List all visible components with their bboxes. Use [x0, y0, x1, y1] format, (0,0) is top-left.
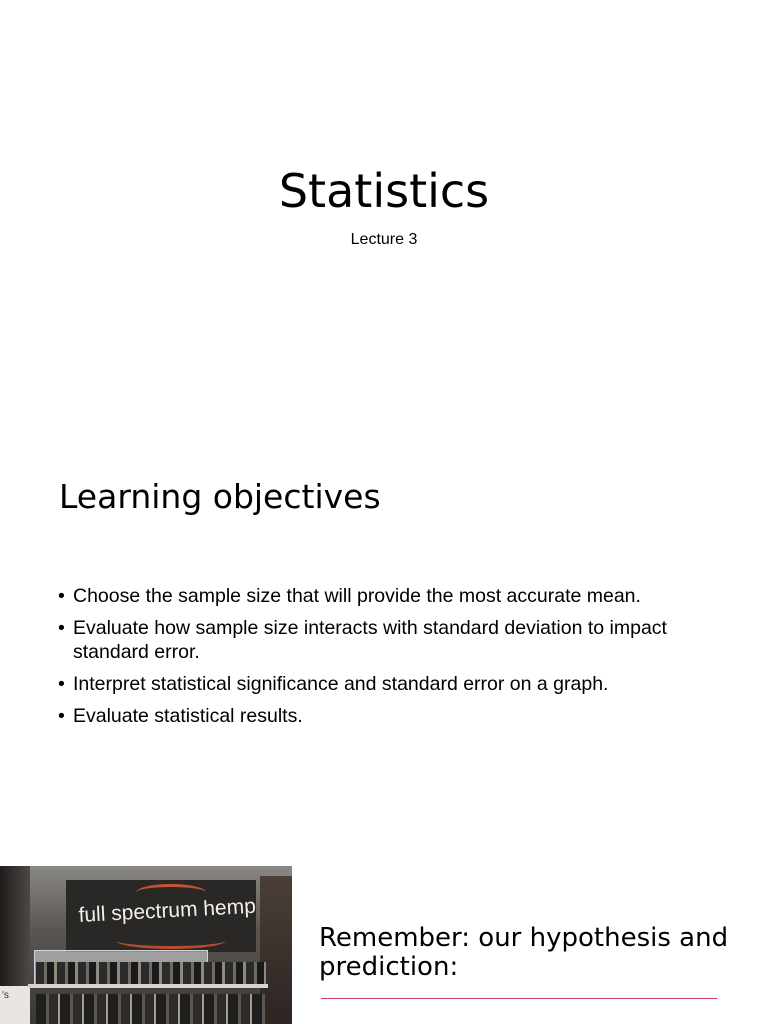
list-item-text: Evaluate statistical results.: [73, 705, 303, 727]
slide-heading: Learning objectives: [59, 477, 381, 516]
heading-underline: [321, 998, 717, 999]
slide-learning-objectives: [0, 432, 768, 864]
objectives-list: [56, 584, 716, 736]
bullet-icon: •: [58, 585, 65, 607]
bullet-icon: •: [58, 617, 65, 639]
list-item-text: Evaluate how sample size interacts with standard deviation to impact standard error.: [73, 617, 667, 663]
slide-title: [0, 0, 768, 432]
list-item: [56, 704, 716, 728]
shelf: [28, 984, 268, 988]
product-row: [36, 994, 266, 1024]
slide-title-heading: Statistics: [278, 164, 490, 218]
sign-ornament: [116, 932, 226, 949]
photo-left-text: 's: [2, 990, 9, 1001]
slide-subtitle: Lecture 3: [350, 231, 418, 248]
slide-hypothesis: [0, 864, 768, 1024]
list-item: [56, 616, 716, 664]
store-sign-text: full spectrum hemp: [78, 894, 257, 927]
list-item-text: Choose the sample size that will provide the most accurate mean.: [73, 585, 641, 607]
list-item: [56, 672, 716, 696]
product-row: [36, 962, 266, 984]
store-shelf-photo: [0, 866, 292, 1024]
slide-heading: Remember: our hypothesis and prediction:: [319, 923, 729, 982]
bullet-icon: •: [58, 705, 65, 727]
list-item: [56, 584, 716, 608]
list-item-text: Interpret statistical significance and standard error on a graph.: [73, 673, 609, 695]
bullet-icon: •: [58, 673, 65, 695]
